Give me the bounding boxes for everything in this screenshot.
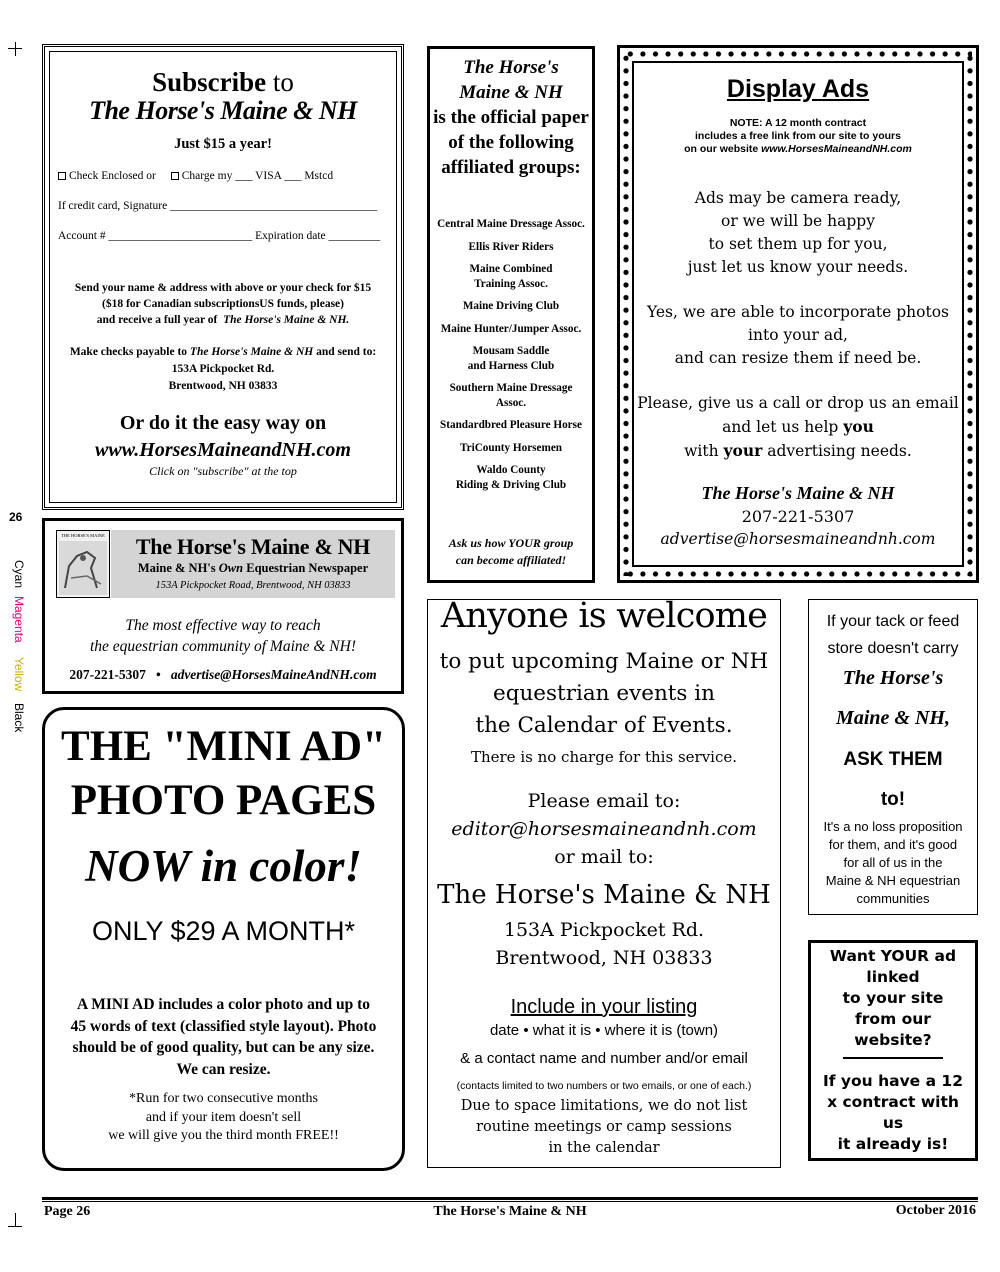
subscribe-title: Subscribe to	[152, 67, 294, 97]
display-ads-title: Display Ads	[726, 75, 870, 103]
want-answer: If you have a 12 x contract with us it already is!	[822, 1072, 964, 1153]
mini-ad-price: ONLY $29 A MONTH*	[91, 916, 356, 946]
calendar-include-heading: Include in your listing	[510, 996, 698, 1018]
display-ads-phone: 207-221-5307	[741, 507, 855, 526]
display-ads-inner	[632, 61, 964, 567]
want-question: Want YOUR ad linked to your site from our website?	[829, 947, 957, 1049]
calendar-headline: Anyone is welcome	[440, 596, 768, 636]
masthead-address: 153A Pickpocket Road, Brentwood, NH 03833	[155, 580, 351, 591]
send-instructions: Send your name & address with above or your check for $15 ($18 for Canadian subscriptionsUS funds, please) and receive a full year of The Horse's Maine & NH.	[74, 282, 372, 326]
payable-instructions: Make checks payable to The Horse's Maine & NH and send to: 153A Pickpocket Rd. Brentwood, NH 03833	[69, 346, 377, 392]
calendar-include-2: & a contact name and number and/or email	[460, 1050, 748, 1067]
display-ads-box	[617, 45, 979, 583]
calendar-no-charge: There is no charge for this service.	[470, 748, 738, 766]
subscribe-box	[42, 44, 404, 510]
mini-ad-description: A MINI AD includes a color photo and up to 45 words of text (classified style layout). Photo should be of good quality, but can be any size. We can resize.	[70, 996, 377, 1078]
easy-way-text: Or do it the easy way on	[119, 412, 327, 434]
calendar-address: 153A Pickpocket Rd. Brentwood, NH 03833	[495, 919, 713, 969]
want-link-box	[808, 940, 978, 1161]
calendar-mail-label: or mail to:	[554, 846, 654, 868]
calendar-paper-name: The Horse's Maine & NH	[437, 880, 771, 910]
subscribe-website-link[interactable]: www.HorsesMaineandNH.com	[95, 439, 351, 461]
display-ads-note: NOTE: A 12 month contract includes a free link from our site to yours on our website www.HorsesMaineandNH.com	[684, 117, 912, 155]
dot-border-bottom	[624, 571, 972, 577]
group-item: Maine Hunter/Jumper Assoc.	[440, 322, 582, 335]
horse-photo-icon	[57, 538, 109, 598]
masthead-title: The Horse's Maine & NH	[135, 534, 371, 559]
masthead-contact: 207-221-5307 • advertise@HorsesMaineAndNH.com	[69, 667, 377, 682]
calendar-email-label: Please email to:	[527, 790, 681, 812]
crop-mark-top-v	[15, 42, 16, 56]
group-item: Southern Maine Dressage	[449, 382, 573, 394]
account-line: Account # _________________________ Expiration date _________	[58, 230, 381, 242]
group-item: Maine Driving Club	[462, 300, 560, 312]
dot-border-top	[624, 51, 972, 57]
masthead-subtitle: Maine & NH's Own Equestrian Newspaper	[137, 561, 369, 575]
group-item: Central Maine Dressage Assoc.	[437, 218, 585, 230]
charge-checkbox[interactable]	[171, 172, 179, 180]
mini-ad-color-note: NOW in color!	[85, 841, 362, 891]
newspaper-logo: THE HORSE'S MAINE	[56, 530, 110, 598]
subscribe-price: Just $15 a year!	[174, 136, 272, 152]
group-item: Waldo County	[476, 464, 546, 476]
side-page-number: 26	[9, 510, 23, 524]
crop-mark-bottom-v	[15, 1213, 16, 1227]
tack-ask-them: ASK THEM to!	[843, 749, 943, 810]
color-bar	[2, 560, 32, 740]
color-magenta: Magenta	[12, 596, 26, 643]
signature-line: If credit card, Signature ____________________________________	[58, 200, 378, 212]
calendar-box	[427, 596, 781, 1168]
subscribe-paper-name: The Horse's Maine & NH	[89, 96, 357, 125]
mini-ad-heading: THE "MINI AD" PHOTO PAGES	[61, 723, 386, 824]
calendar-intro: to put upcoming Maine or NH equestrian events in the Calendar of Events.	[439, 649, 769, 738]
group-item: Mousam Saddle	[472, 345, 550, 357]
masthead-email[interactable]: advertise@HorsesMaineAndNH.com	[170, 667, 377, 682]
display-ads-body: Ads may be camera ready, or we will be happy to set them up for you, just let us know your needs. Yes, we are able to incorporate photos into your ad, and can resize them if need be. Please, give us a call or drop us an email and let us help you with your advertising needs.	[637, 189, 959, 460]
calendar-limitations: Due to space limitations, we do not list routine meetings or camp sessions in the calendar	[460, 1098, 748, 1156]
footer-rule-thin	[42, 1201, 978, 1202]
footer-rule	[42, 1197, 978, 1200]
want-divider	[843, 1057, 943, 1059]
subscribe-click-note: Click on "subscribe" at the top	[149, 464, 297, 478]
group-item: TriCounty Horsemen	[459, 441, 563, 454]
color-yellow: Yellow	[12, 657, 26, 692]
display-ads-email[interactable]: advertise@horsesmaineandnh.com	[660, 530, 936, 548]
affiliated-ask: Ask us how YOUR group can become affiliated!	[448, 536, 574, 567]
footer-title: The Horse's Maine & NH	[433, 1204, 587, 1219]
masthead-tagline: The most effective way to reach the equestrian community of Maine & NH!	[89, 617, 357, 655]
calendar-email[interactable]: editor@horsesmaineandnh.com	[451, 818, 757, 840]
group-item: Maine Combined	[469, 263, 553, 275]
group-item: Standardbred Pleasure Horse	[440, 419, 582, 431]
masthead-banner	[111, 530, 395, 598]
tack-paper-name: The Horse's Maine & NH,	[836, 667, 950, 729]
check-enclosed-checkbox[interactable]	[58, 172, 66, 180]
tack-store-box	[808, 599, 978, 915]
affiliated-groups-box	[427, 46, 595, 583]
tack-small-print: It's a no loss proposition for them, and it's good for all of us in the Maine & NH equestrian communities	[823, 819, 963, 906]
mini-ad-box	[42, 707, 405, 1171]
masthead-ad-box	[42, 518, 404, 694]
footer-date: October 2016	[895, 1203, 976, 1218]
group-item: Riding & Driving Club	[455, 478, 567, 491]
display-ads-paper-name: The Horse's Maine & NH	[701, 483, 895, 503]
affiliated-groups-list	[426, 217, 596, 492]
mini-ad-run-note: *Run for two consecutive months and if your item doesn't sell we will give you the third month FREE!!	[108, 1091, 339, 1143]
group-item: Ellis River Riders	[468, 240, 554, 253]
group-item: Assoc.	[495, 396, 527, 409]
footer-page-number: Page 26	[44, 1204, 91, 1219]
affiliated-heading: The Horse's Maine & NH is the official paper of the following affiliated groups:	[433, 57, 589, 178]
calendar-include-1: date • what it is • where it is (town)	[489, 1022, 719, 1039]
color-black: Black	[12, 703, 26, 733]
calendar-include-3: (contacts limited to two numbers or two emails, or one of each.)	[456, 1080, 752, 1092]
payment-options: Check Enclosed or Charge my ___ VISA ___ Mstcd	[58, 170, 333, 182]
group-item: and Harness Club	[467, 359, 555, 372]
group-item: Training Assoc.	[474, 277, 548, 290]
tack-intro: If your tack or feed store doesn't carry	[826, 613, 960, 657]
subscribe-inner	[49, 51, 397, 503]
color-cyan: Cyan	[12, 560, 26, 589]
